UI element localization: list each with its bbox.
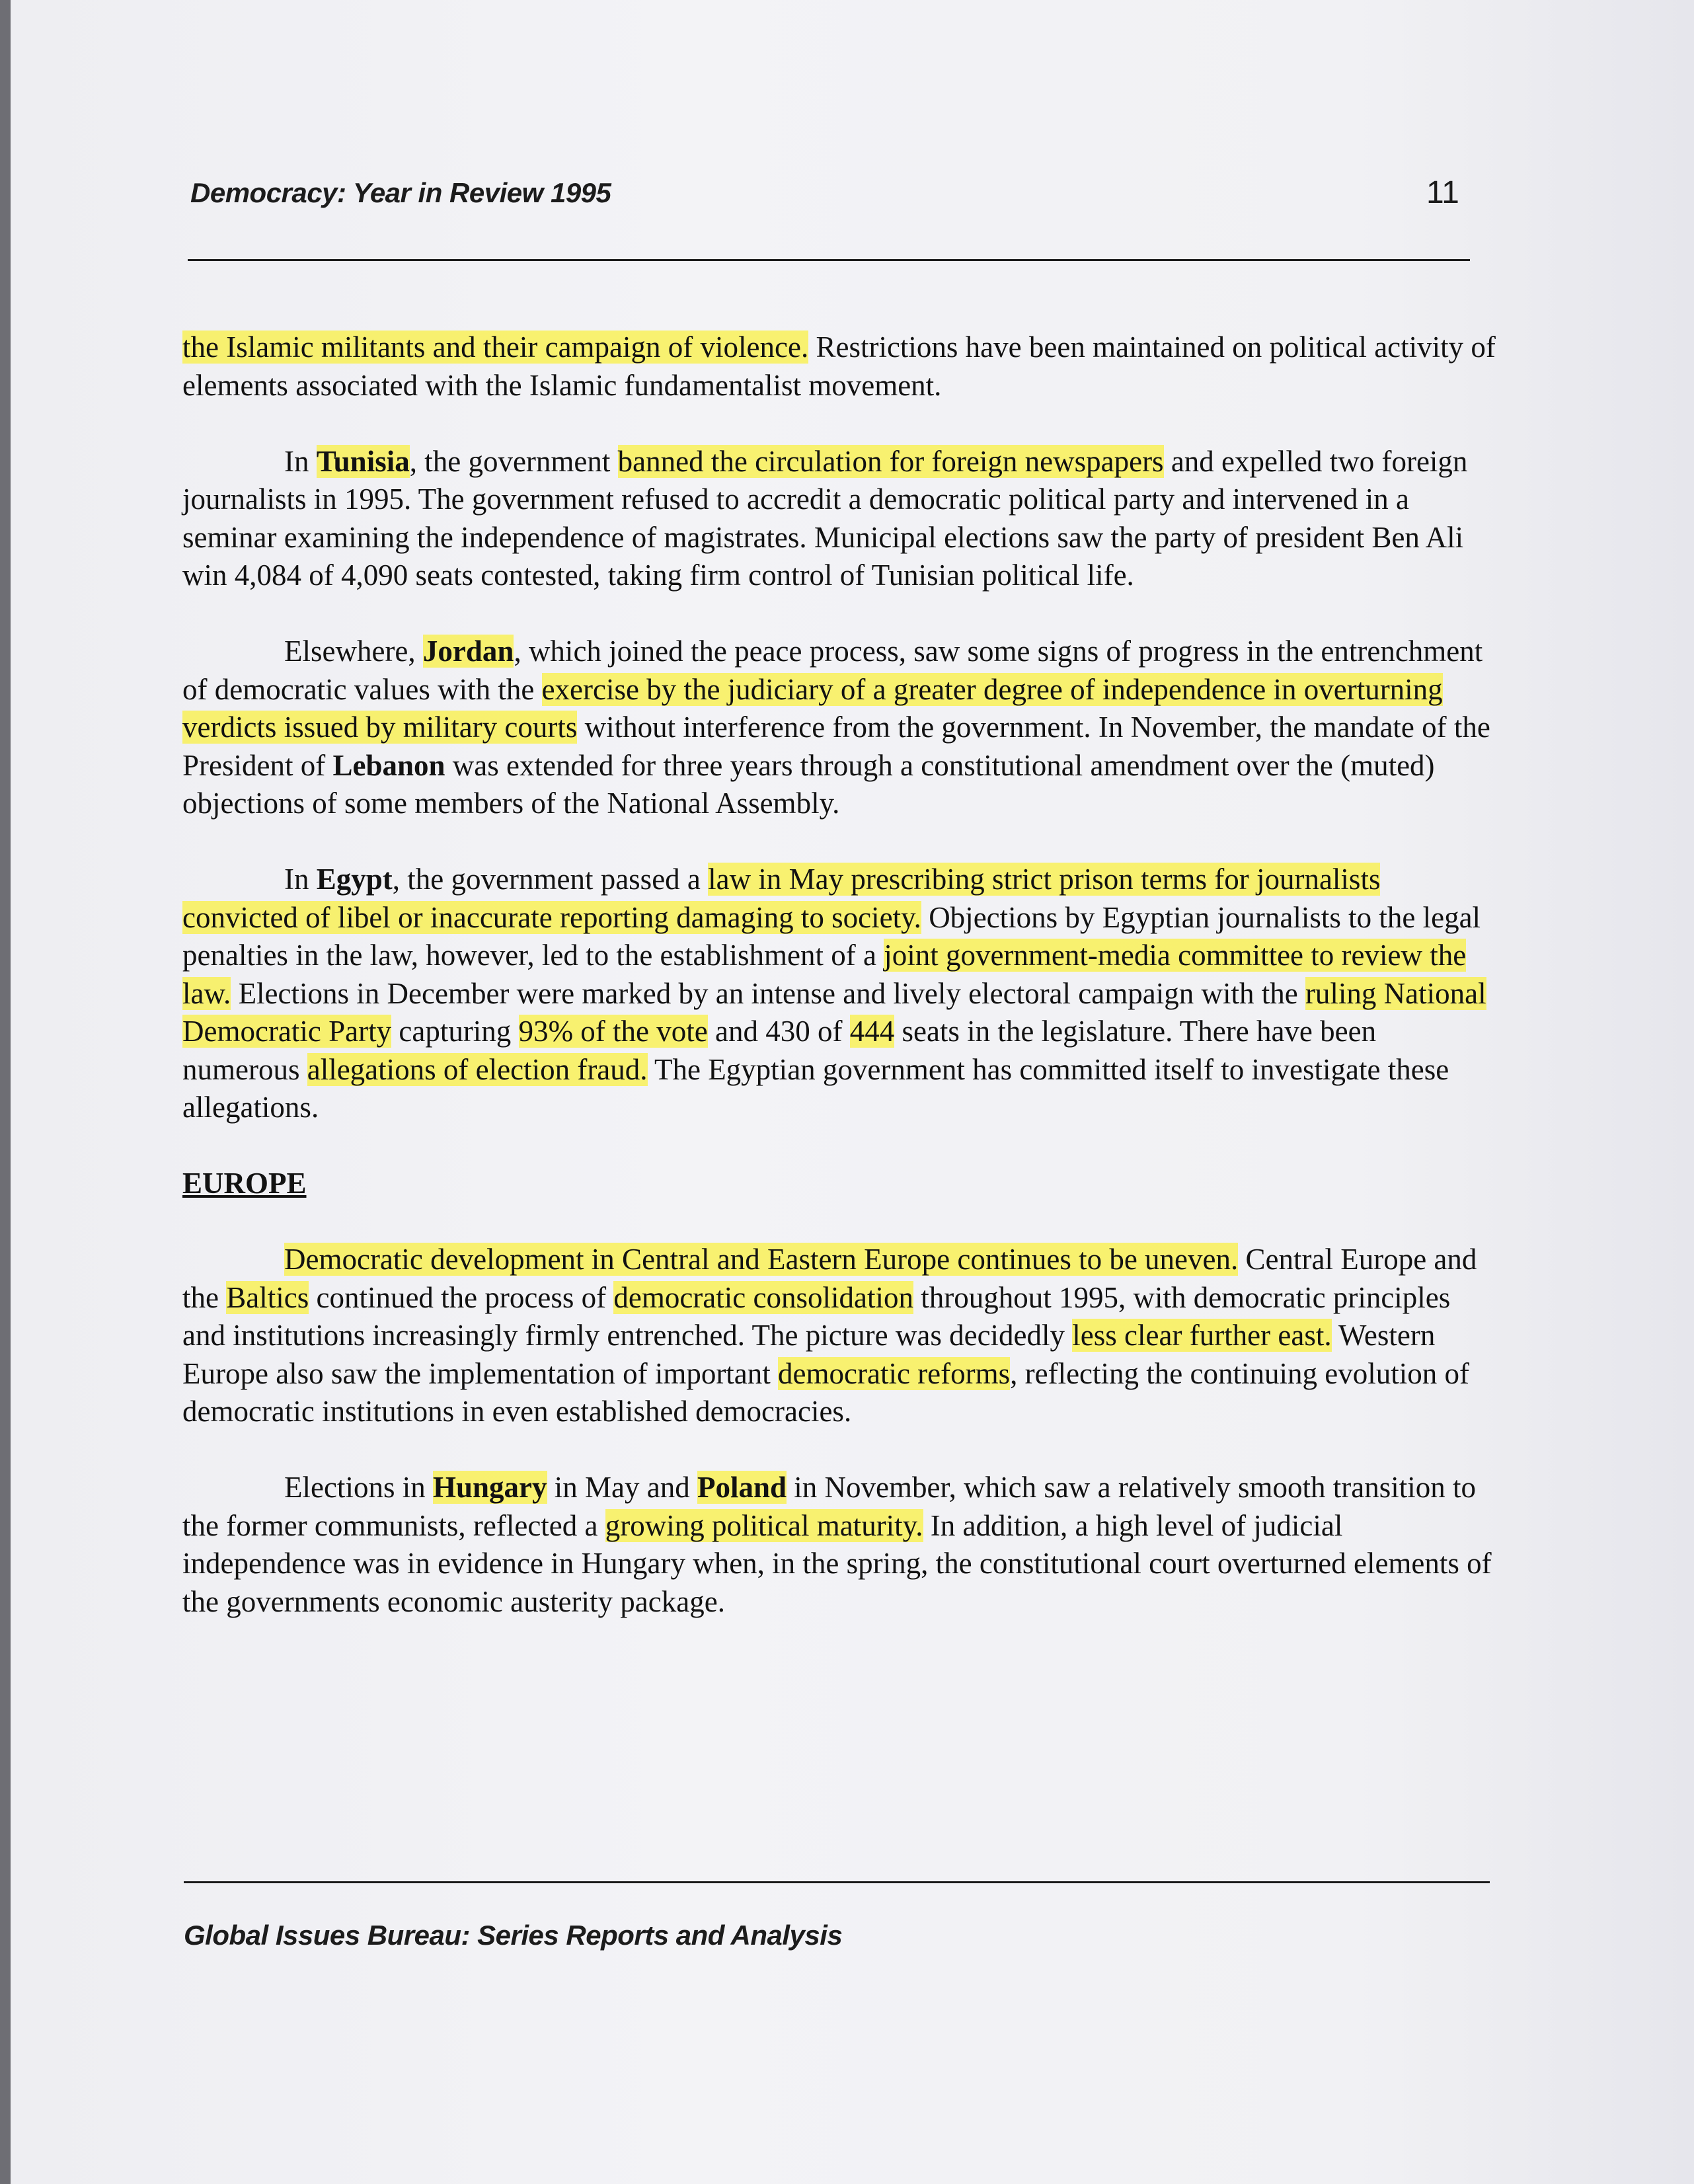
footer-rule bbox=[184, 1881, 1490, 1883]
highlighted-phrase: Democratic development in Central and Eastern Europe continues to be uneven. bbox=[284, 1243, 1239, 1276]
text-run: continued the process of bbox=[309, 1280, 614, 1314]
text-run: was extended for three years through a constitutional amendment over the (muted) objections of some members of the National Assembly. bbox=[182, 748, 1435, 820]
highlighted-phrase: 444 bbox=[849, 1015, 895, 1048]
paragraph-europe-overview bbox=[182, 1241, 1498, 1431]
country-name-egypt: Egypt bbox=[316, 863, 393, 896]
text-run: In bbox=[284, 863, 317, 896]
highlighted-phrase: growing political maturity. bbox=[605, 1508, 923, 1542]
highlighted-phrase: ruling National Democratic Party bbox=[182, 976, 1486, 1048]
text-run: In bbox=[284, 444, 317, 478]
text-run: Western Europe also saw the implementation of important bbox=[182, 1319, 1436, 1390]
text-run: , the government bbox=[409, 444, 618, 478]
text-run: and expelled two foreign journalists in 1995. The government refused to accredit a democratic political party and intervened in a seminar examining the independence of magistrates. Municipal elections saw the party of president Ben Ali win 4,084 of 4,090 seats contested, taking firm control of Tunisian political life. bbox=[182, 444, 1468, 592]
text-run: , reflecting the continuing evolution of democratic institutions in even established democracies. bbox=[182, 1356, 1469, 1428]
highlighted-phrase: law in May prescribing strict prison terms for journalists convicted of libel or inaccurate reporting damaging to society. bbox=[182, 863, 1381, 934]
highlighted-phrase: democratic consolidation bbox=[613, 1280, 913, 1314]
paragraph-egypt bbox=[182, 861, 1498, 1127]
body-text bbox=[182, 329, 1498, 1621]
paragraph-jordan-lebanon bbox=[182, 633, 1498, 823]
text-run: without interference from the government. In November, the mandate of the President of bbox=[182, 711, 1490, 782]
text-run: Restrictions have been maintained on political activity of elements associated with the Islamic fundamentalist movement. bbox=[182, 331, 1496, 402]
highlighted-phrase: allegations of election fraud. bbox=[307, 1052, 648, 1086]
highlighted-phrase: joint government-media committee to review the law. bbox=[182, 939, 1467, 1010]
text-run: throughout 1995, with democratic principles and institutions increasingly firmly entrenched. The picture was decidedly bbox=[182, 1280, 1451, 1352]
text-run: capturing bbox=[391, 1015, 519, 1048]
highlighted-phrase: democratic reforms bbox=[778, 1356, 1011, 1390]
text-run: in November, which saw a relatively smooth transition to the former communists, reflected a bbox=[182, 1471, 1476, 1542]
running-header-title: Democracy: Year in Review 1995 bbox=[190, 177, 611, 208]
text-run: seats in the legislature. There have been numerous bbox=[182, 1015, 1377, 1086]
country-name-poland: Poland bbox=[697, 1471, 787, 1504]
paragraph-tunisia bbox=[182, 443, 1498, 595]
highlighted-phrase: 93% of the vote bbox=[518, 1015, 708, 1048]
page-number: 11 bbox=[1426, 175, 1459, 210]
page-edge-shadow bbox=[0, 0, 11, 2184]
header-rule bbox=[188, 259, 1470, 261]
text-run: in May and bbox=[547, 1471, 697, 1504]
footer-series-title: Global Issues Bureau: Series Reports and Analysis bbox=[184, 1920, 843, 1951]
highlighted-phrase: less clear further east. bbox=[1072, 1319, 1332, 1352]
text-run: Central Europe and the bbox=[182, 1243, 1477, 1314]
text-run: , the government passed a bbox=[392, 863, 709, 896]
text-run: In addition, a high level of judicial independence was in evidence in Hungary when, in the spring, the constitutional court overturned elements of the governments economic austerity package. bbox=[182, 1508, 1492, 1618]
highlighted-phrase: banned the circulation for foreign newspapers bbox=[617, 444, 1164, 478]
text-run: and 430 of bbox=[707, 1015, 850, 1048]
text-run: Objections by Egyptian journalists to the legal penalties in the law, however, led to the establishment of a bbox=[182, 900, 1481, 972]
country-name-lebanon: Lebanon bbox=[332, 748, 445, 782]
highlighted-phrase: the Islamic militants and their campaign of violence. bbox=[182, 331, 809, 364]
section-heading-europe: EUROPE bbox=[182, 1167, 307, 1200]
text-run: Elections in bbox=[284, 1471, 433, 1504]
country-name-jordan: Jordan bbox=[422, 635, 514, 668]
text-run: Elections in December were marked by an intense and lively electoral campaign with the bbox=[231, 976, 1305, 1010]
highlighted-phrase: Baltics bbox=[226, 1280, 309, 1314]
paragraph-hungary-poland bbox=[182, 1469, 1498, 1621]
paragraph-algeria-continued bbox=[182, 329, 1498, 405]
country-name-tunisia: Tunisia bbox=[316, 444, 410, 478]
highlighted-phrase: exercise by the judiciary of a greater degree of independence in overturning verdicts issued by military courts bbox=[182, 672, 1443, 744]
text-run: The Egyptian government has committed itself to investigate these allegations. bbox=[182, 1052, 1449, 1124]
text-run: , which joined the peace process, saw some signs of progress in the entrenchment of democratic values with the bbox=[182, 635, 1483, 706]
text-run: Elsewhere, bbox=[284, 635, 423, 668]
country-name-hungary: Hungary bbox=[432, 1471, 547, 1504]
